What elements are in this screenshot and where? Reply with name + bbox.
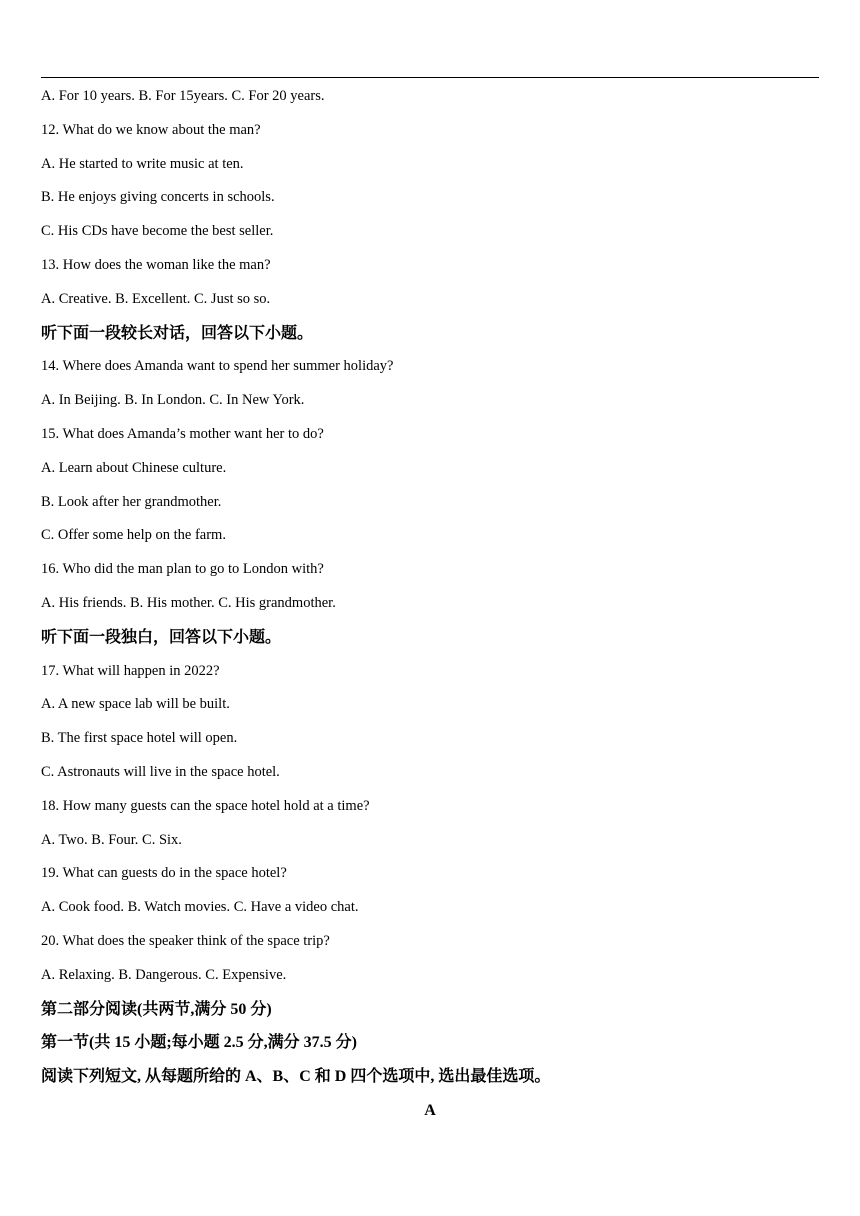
- text-line: A. For 10 years. B. For 15years. C. For 20 years.: [41, 88, 325, 104]
- option-line: A. Two. B. Four. C. Six.: [41, 831, 182, 848]
- option-line: B. He enjoys giving concerts in schools.: [41, 189, 275, 206]
- option-line: B. Look after her grandmother.: [41, 493, 222, 510]
- question-14: 14. Where does Amanda want to spend her summer holiday?: [41, 358, 394, 375]
- question-19: 19. What can guests do in the space hotel?: [41, 865, 287, 882]
- part-heading: 第二部分阅读(共两节,满分 50 分): [41, 1000, 272, 1018]
- section-instruction: 听下面一段较长对话，回答以下小题。: [41, 324, 314, 342]
- question-20: 20. What does the speaker think of the space trip?: [41, 932, 330, 949]
- option-line: C. His CDs have become the best seller.: [41, 223, 274, 240]
- option-line: B. The first space hotel will open.: [41, 730, 238, 747]
- question-13: 13. How does the woman like the man?: [41, 256, 271, 273]
- option-line: A. In Beijing. B. In London. C. In New York.: [41, 392, 305, 409]
- option-line: A. Relaxing. B. Dangerous. C. Expensive.: [41, 966, 287, 983]
- passage-label: A: [424, 1101, 436, 1119]
- option-line: C. Astronauts will live in the space hotel.: [41, 763, 280, 780]
- section-instruction: 听下面一段独白，回答以下小题。: [41, 628, 282, 646]
- option-line: A. Cook food. B. Watch movies. C. Have a video chat.: [41, 899, 359, 916]
- question-18: 18. How many guests can the space hotel hold at a time?: [41, 797, 370, 814]
- reading-instruction: 阅读下列短文, 从每题所给的 A、B、C 和 D 四个选项中, 选出最佳选项。: [41, 1068, 551, 1086]
- option-line: A. He started to write music at ten.: [41, 155, 244, 172]
- subsection-heading: 第一节(共 15 小题;每小题 2.5 分,满分 37.5 分): [41, 1034, 357, 1052]
- question-12: 12. What do we know about the man?: [41, 121, 261, 138]
- option-line: A. A new space lab will be built.: [41, 696, 230, 713]
- document-body: [41, 82, 819, 1130]
- question-17: 17. What will happen in 2022?: [41, 662, 220, 679]
- header-rule: [41, 77, 819, 78]
- option-line: A. His friends. B. His mother. C. His grandmother.: [41, 594, 336, 611]
- option-line: C. Offer some help on the farm.: [41, 527, 226, 544]
- question-15: 15. What does Amanda’s mother want her to do?: [41, 425, 324, 442]
- option-line: A. Creative. B. Excellent. C. Just so so.: [41, 290, 271, 307]
- option-line: A. Learn about Chinese culture.: [41, 459, 227, 476]
- question-16: 16. Who did the man plan to go to London with?: [41, 561, 324, 578]
